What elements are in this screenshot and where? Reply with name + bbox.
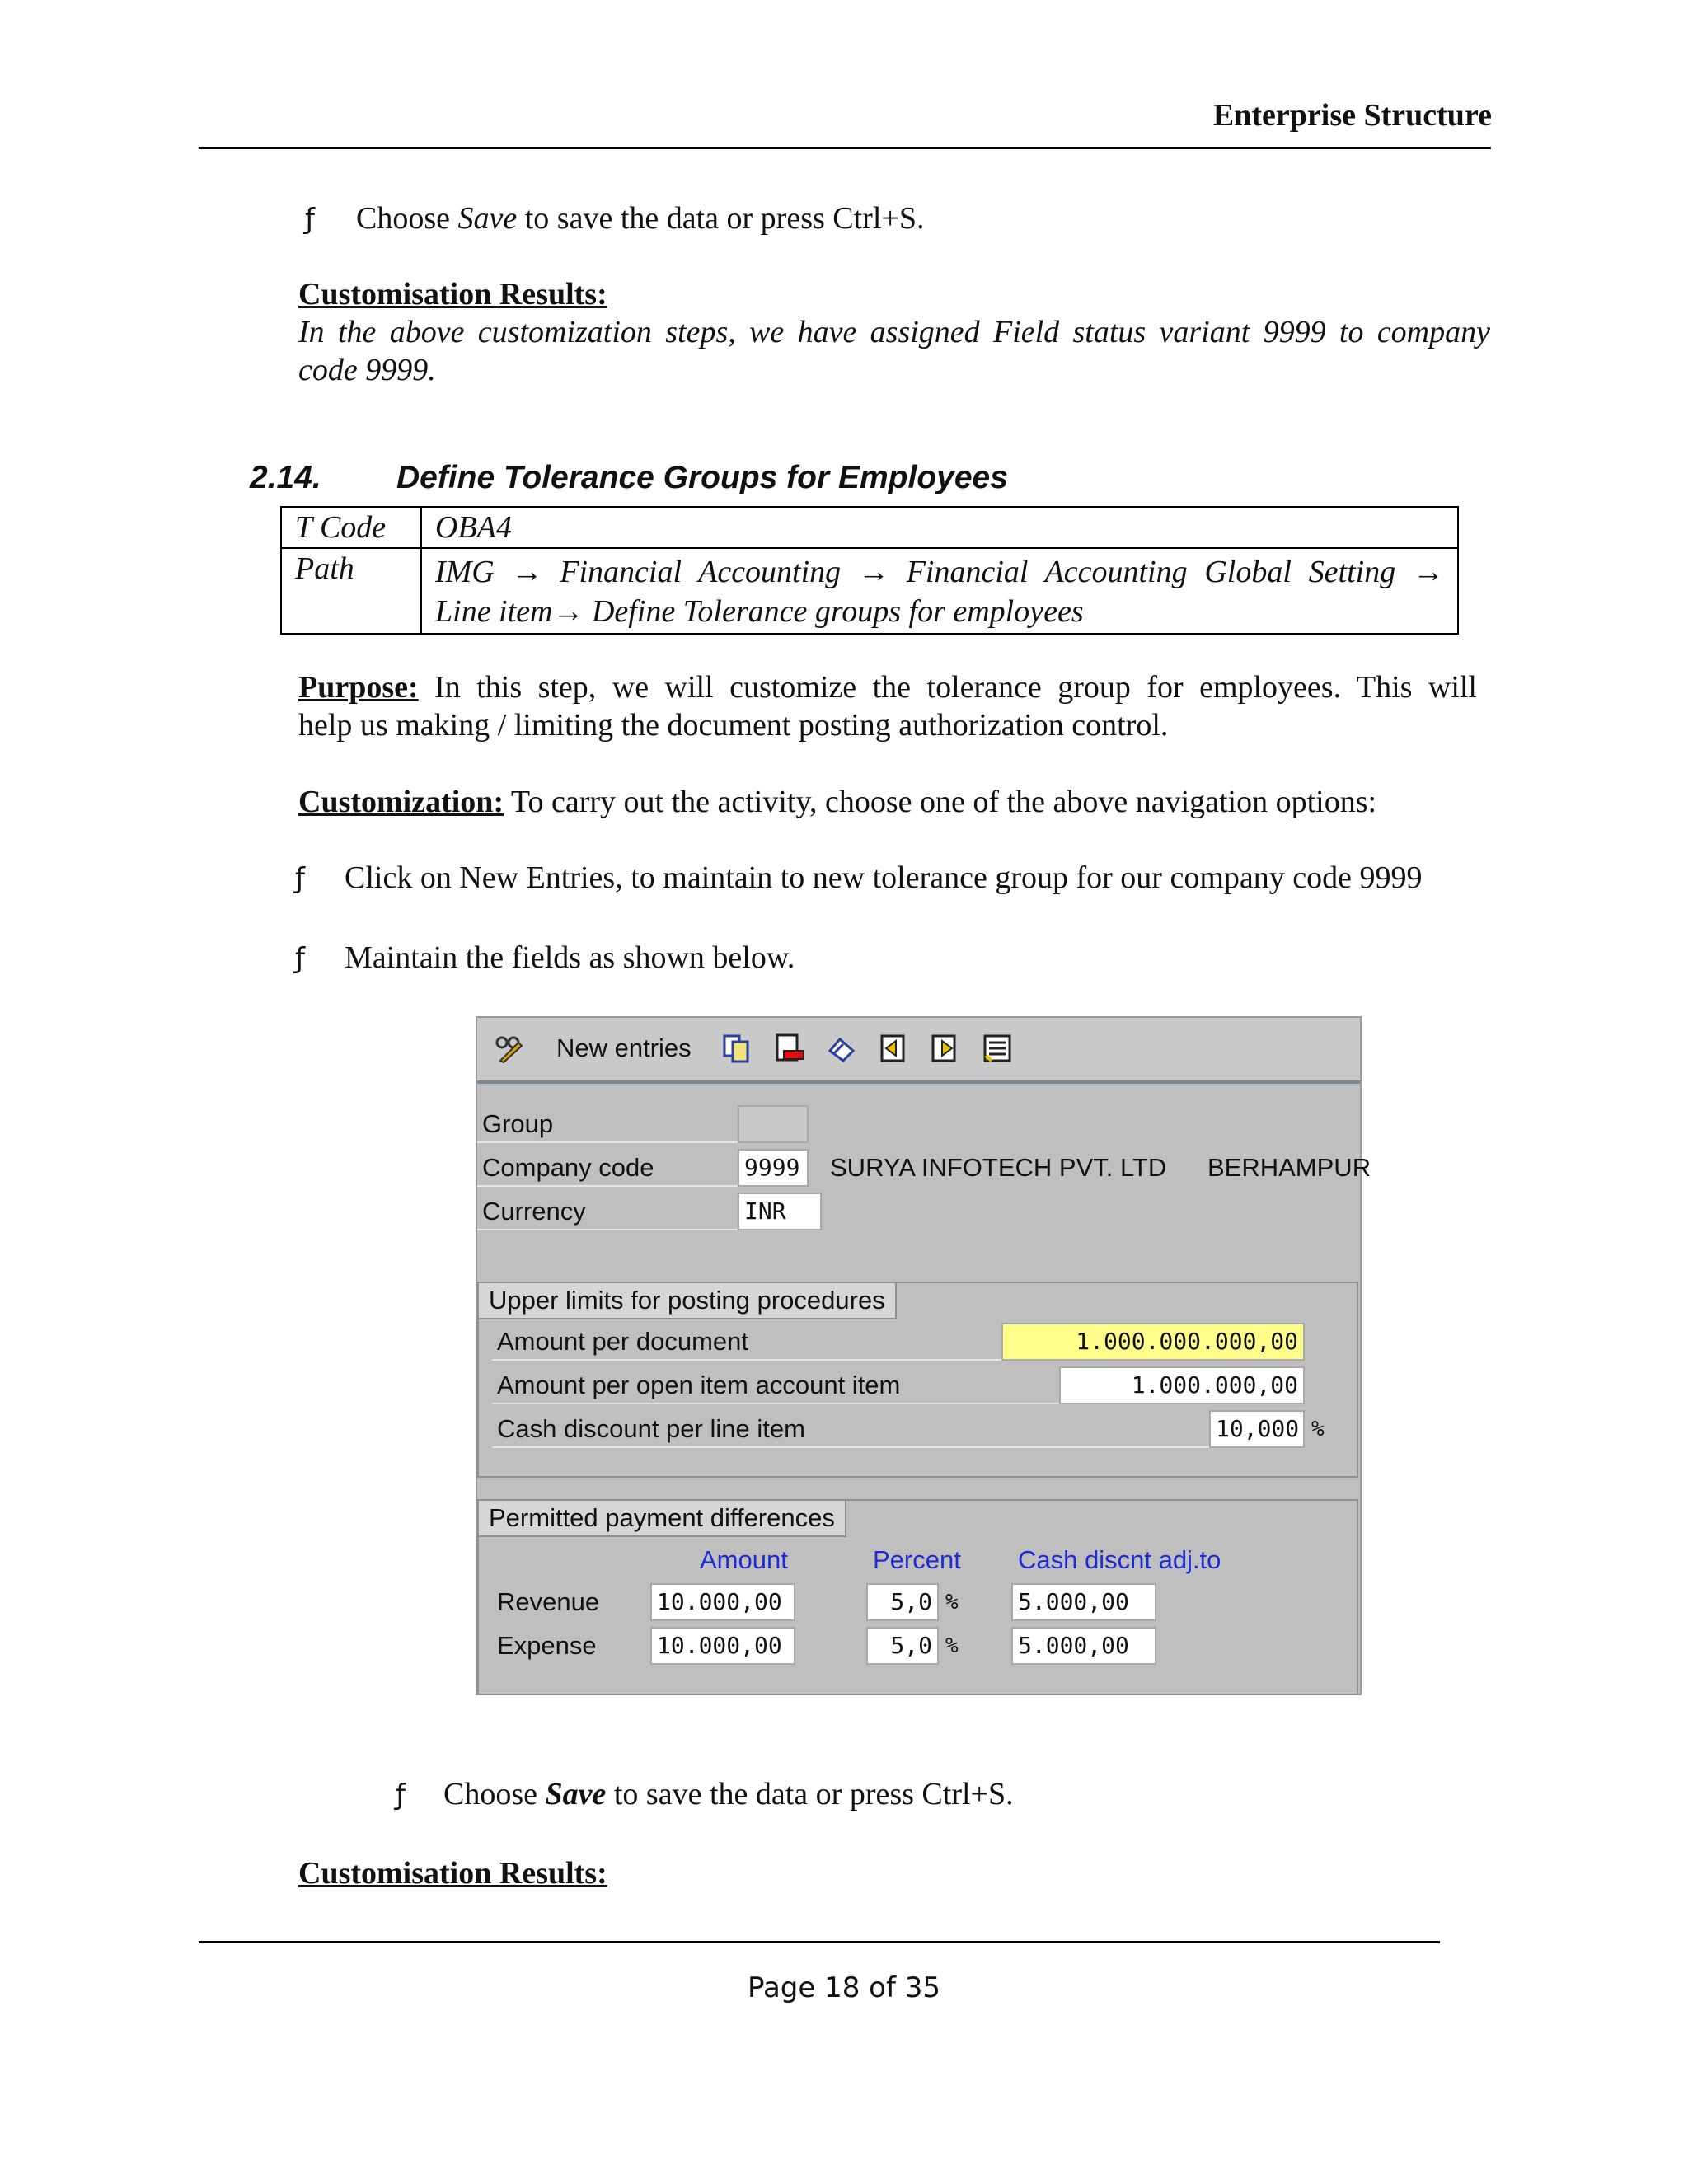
page-number: Page 18 of 35 bbox=[747, 1971, 941, 2004]
cash-discount-label: Cash discount per line item bbox=[492, 1410, 1211, 1448]
company-code-input[interactable]: 9999 bbox=[738, 1149, 809, 1187]
purpose-label: Purpose: bbox=[298, 670, 419, 705]
expense-percent-input[interactable]: 5,0 bbox=[866, 1627, 939, 1665]
customization-label: Customization: bbox=[298, 785, 504, 819]
upper-limits-group bbox=[477, 1282, 1358, 1478]
table-row bbox=[281, 507, 1458, 548]
payment-differences-title: Permitted payment differences bbox=[479, 1501, 846, 1537]
percent-unit: % bbox=[945, 1590, 959, 1615]
intro-step-text bbox=[356, 199, 924, 237]
purpose-line-1 bbox=[298, 668, 1477, 706]
sap-screen bbox=[476, 1016, 1372, 1695]
amount-per-document-input[interactable]: 1.000.000.000,00 bbox=[1001, 1323, 1305, 1361]
results-heading: Customisation Results: bbox=[298, 277, 607, 312]
select-all-icon[interactable] bbox=[982, 1033, 1013, 1064]
path-value bbox=[421, 548, 1458, 634]
company-code-label: Company code bbox=[477, 1149, 739, 1187]
revenue-label: Revenue bbox=[497, 1587, 600, 1616]
header-rule bbox=[199, 147, 1491, 149]
currency-input[interactable]: INR bbox=[738, 1193, 822, 1230]
column-header-percent: Percent bbox=[873, 1545, 961, 1574]
undo-icon[interactable] bbox=[825, 1033, 856, 1064]
bullet: ƒ bbox=[295, 862, 305, 895]
amount-per-open-item-input[interactable]: 1.000.000,00 bbox=[1059, 1366, 1305, 1404]
purpose-line-2: help us making / limiting the document posting authorization control. bbox=[298, 708, 1169, 743]
cash-discount-input[interactable]: 10,000 bbox=[1209, 1410, 1305, 1448]
percent-unit: % bbox=[1311, 1417, 1325, 1441]
group-input[interactable] bbox=[738, 1105, 809, 1143]
path-line-2: Line item→ Define Tolerance groups for employees bbox=[435, 594, 1084, 629]
running-header-title: Enterprise Structure bbox=[1212, 98, 1492, 133]
path-line-1: IMG → Financial Accounting → Financial Accounting Global Setting → bbox=[435, 555, 1444, 589]
save-word: Save bbox=[457, 201, 518, 236]
bullet: ƒ bbox=[295, 942, 305, 975]
copy-icon[interactable] bbox=[721, 1033, 753, 1064]
revenue-percent-input[interactable]: 5,0 bbox=[866, 1583, 939, 1621]
company-city: BERHAMPUR bbox=[1207, 1153, 1372, 1182]
expense-label: Expense bbox=[497, 1631, 597, 1660]
step-maintain-fields: Maintain the fields as shown below. bbox=[345, 940, 795, 975]
currency-label: Currency bbox=[477, 1193, 739, 1230]
column-header-amount: Amount bbox=[700, 1545, 788, 1574]
payment-differences-group bbox=[477, 1499, 1358, 1695]
path-label: Path bbox=[281, 548, 421, 634]
text: to save the data or press Ctrl+S. bbox=[606, 1777, 1014, 1811]
percent-unit: % bbox=[945, 1633, 959, 1658]
tcode-value: OBA4 bbox=[421, 507, 1458, 548]
revenue-cash-discount-input[interactable]: 5.000,00 bbox=[1011, 1583, 1156, 1621]
text: to save the data or press Ctrl+S. bbox=[517, 201, 925, 236]
delete-icon[interactable] bbox=[774, 1033, 805, 1064]
text: To carry out the activity, choose one of the above navigation options: bbox=[504, 785, 1377, 819]
upper-limits-title: Upper limits for posting procedures bbox=[479, 1283, 897, 1319]
bullet: ƒ bbox=[396, 1779, 406, 1811]
group-label: Group bbox=[477, 1105, 739, 1143]
text: Choose bbox=[356, 201, 458, 236]
results-heading: Customisation Results: bbox=[298, 1856, 607, 1891]
table-row bbox=[281, 548, 1458, 634]
step-new-entries: Click on New Entries, to maintain to new tolerance group for our company code 9999 bbox=[345, 860, 1423, 895]
new-entries-button[interactable]: New entries bbox=[556, 1033, 692, 1062]
text: In this step, we will customize the tolerance group for employees. This will bbox=[418, 670, 1477, 705]
amount-per-open-item-label: Amount per open item account item bbox=[492, 1366, 1061, 1404]
expense-cash-discount-input[interactable]: 5.000,00 bbox=[1011, 1627, 1156, 1665]
section-number: 2.14. bbox=[250, 460, 321, 495]
revenue-amount-input[interactable]: 10.000,00 bbox=[650, 1583, 795, 1621]
footer-rule bbox=[199, 1941, 1440, 1943]
company-name: SURYA INFOTECH PVT. LTD bbox=[830, 1153, 1167, 1182]
save-word: Save bbox=[545, 1777, 607, 1811]
tcode-table bbox=[280, 506, 1459, 635]
column-header-cash-discount: Cash discnt adj.to bbox=[1018, 1545, 1221, 1574]
results-line-1: In the above customization steps, we have assigned Field status variant 9999 to company bbox=[298, 315, 1490, 349]
next-entry-icon[interactable] bbox=[929, 1033, 960, 1064]
section-title: Define Tolerance Groups for Employees bbox=[396, 460, 1008, 495]
bullet: ƒ bbox=[305, 203, 315, 236]
tcode-label: T Code bbox=[281, 507, 421, 548]
customization-line bbox=[298, 783, 1376, 821]
edit-glasses-icon[interactable] bbox=[494, 1033, 525, 1064]
amount-per-document-label: Amount per document bbox=[492, 1323, 1003, 1361]
sap-toolbar bbox=[477, 1018, 1360, 1084]
results-line-2: code 9999. bbox=[298, 353, 436, 387]
expense-amount-input[interactable]: 10.000,00 bbox=[650, 1627, 795, 1665]
prev-entry-icon[interactable] bbox=[878, 1033, 909, 1064]
final-step-text bbox=[443, 1775, 1014, 1813]
text: Choose bbox=[443, 1777, 546, 1811]
